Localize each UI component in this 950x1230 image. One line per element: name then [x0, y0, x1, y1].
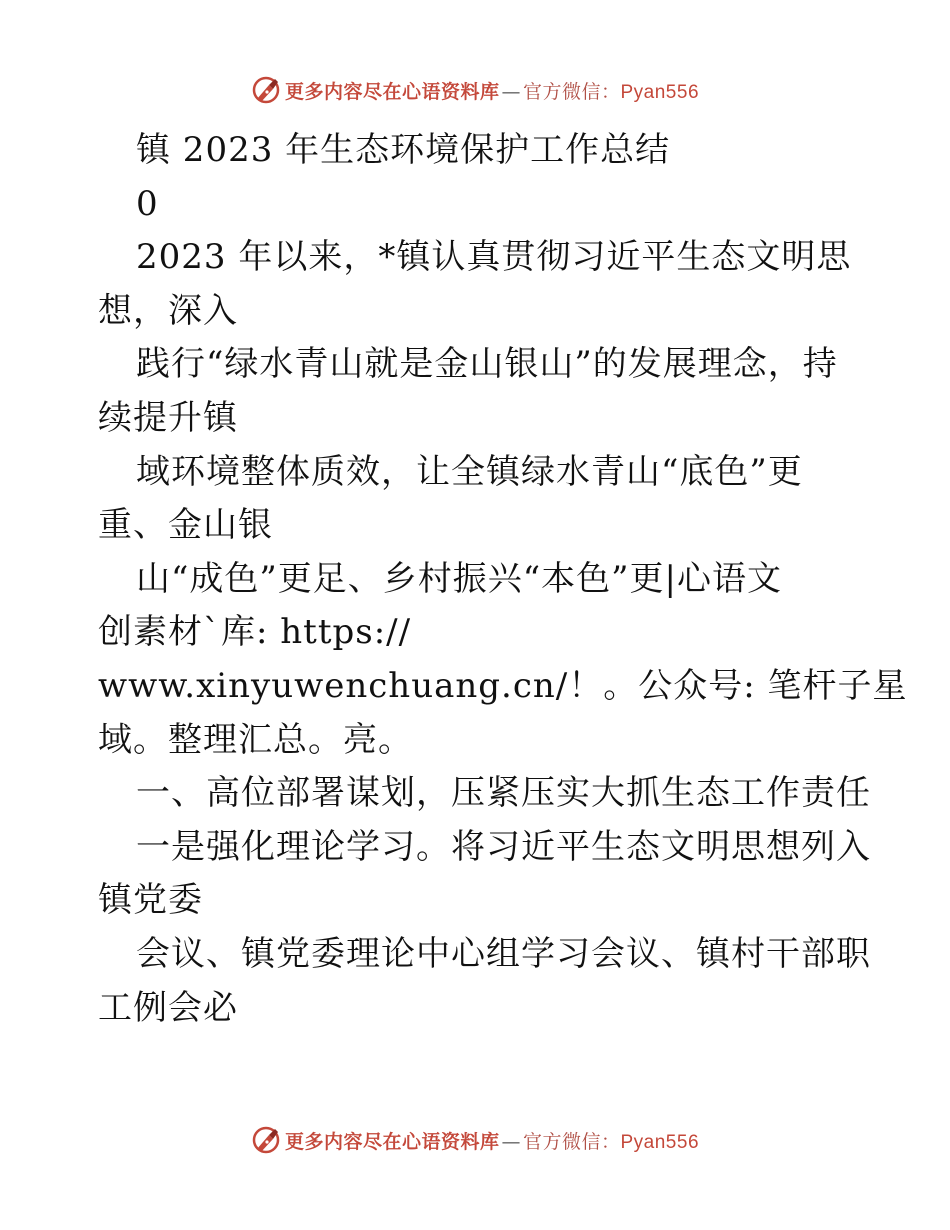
banner-wechat-label: 官方微信：	[522, 1130, 621, 1153]
document-line: 想，深入	[98, 290, 238, 331]
banner-text	[285, 77, 699, 104]
banner-brand-text: 更多内容尽在心语资料库	[284, 1130, 500, 1153]
header-watermark-banner	[0, 70, 950, 110]
document-title: 镇 2023 年生态环境保护工作总结	[136, 130, 671, 170]
document-line: www.xinyuwenchuang.cn/！。公众号: 笔杆子星	[98, 665, 908, 706]
banner-wechat-handle: Pyan556	[620, 81, 700, 103]
document-line: 续提升镇	[98, 397, 238, 438]
banner-wechat-handle: Pyan556	[620, 1131, 700, 1153]
document-line: 创素材`库: https://	[98, 612, 412, 653]
document-line: 2023 年以来，*镇认真贯彻习近平生态文明思	[136, 237, 852, 278]
banner-wechat-label: 官方微信：	[522, 80, 621, 103]
document-line: 一是强化理论学习。将习近平生态文明思想列入	[136, 826, 871, 867]
document-body	[98, 124, 908, 1035]
document-line: 践行“绿水青山就是金山银山”的发展理念，持	[136, 344, 838, 385]
banner-separator: —	[501, 1130, 521, 1153]
banner-text	[285, 1127, 699, 1154]
banner-separator: —	[501, 80, 521, 103]
document-line: 重、金山银	[98, 505, 273, 546]
document-line: 山“成色”更足、乡村振兴“本色”更|心语文	[136, 558, 782, 599]
document-line: 工例会必	[98, 987, 238, 1028]
document-line: 0	[136, 183, 159, 224]
document-line: 域。整理汇总。亮。	[98, 719, 413, 760]
document-line: 镇党委	[98, 880, 203, 921]
pen-nib-logo-icon	[251, 1125, 281, 1155]
pen-nib-logo-icon	[251, 75, 281, 105]
footer-watermark-banner	[0, 1120, 950, 1160]
document-line: 域环境整体质效，让全镇绿水青山“底色”更	[136, 451, 803, 492]
banner-brand-text: 更多内容尽在心语资料库	[284, 80, 500, 103]
section-heading: 一、高位部署谋划，压紧压实大抓生态工作责任	[136, 773, 871, 814]
document-line: 会议、镇党委理论中心组学习会议、镇村干部职	[136, 933, 871, 974]
